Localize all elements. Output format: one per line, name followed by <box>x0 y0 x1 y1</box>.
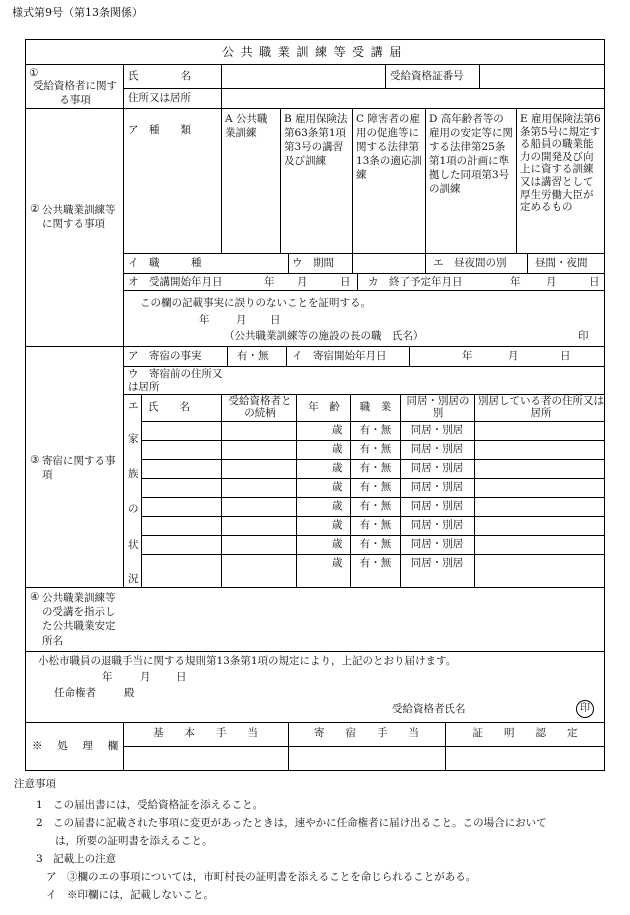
id-field[interactable] <box>480 65 604 87</box>
type-c[interactable] <box>356 113 422 183</box>
family-name-field[interactable] <box>142 555 220 572</box>
family-job-choice[interactable]: 有・無 <box>359 481 392 493</box>
type-c-text: 障害者の雇用の促進等に関する法律第13条の適応訓練 <box>356 113 422 181</box>
note-2: 2 この届書に記載された事項に変更があったときは，速やかに任命権者に届け出ること。この場合において <box>36 817 547 829</box>
family-job-choice[interactable]: 有・無 <box>359 443 392 455</box>
family-label-zoku: 族 <box>128 468 139 480</box>
rule <box>385 64 386 88</box>
rule <box>123 273 605 274</box>
rule <box>123 290 605 291</box>
declaration-text: 小松市職員の退職手当に関する規則第13条第1項の規定により，上記のとおり届けます。 <box>38 655 457 667</box>
office-name-field[interactable] <box>124 588 604 650</box>
type-c-code: C <box>356 113 365 125</box>
boarding-fact-choice[interactable]: 有・無 <box>237 350 269 362</box>
rule <box>474 394 475 587</box>
processing-label: ※ 処 理 欄 <box>32 740 121 752</box>
family-age-unit: 歳 <box>332 481 343 493</box>
boarding-start-year: 年 <box>462 350 473 362</box>
family-cohab-choice[interactable]: 同居・別居 <box>410 538 464 550</box>
decl-day: 日 <box>176 671 187 683</box>
prior-address-field[interactable] <box>228 367 604 393</box>
boarding-start-day: 日 <box>560 350 571 362</box>
family-name-field[interactable] <box>142 460 220 477</box>
family-job-choice[interactable]: 有・無 <box>359 462 392 474</box>
start-day: 日 <box>340 276 351 288</box>
rule <box>527 253 528 273</box>
family-cohab-choice[interactable]: 同居・別居 <box>410 519 464 531</box>
s3-heading: 寄宿に関する事項 <box>42 455 116 482</box>
family-job-choice[interactable]: 有・無 <box>359 557 392 569</box>
s1-number: ① <box>29 67 39 79</box>
end-date-label: カ 終了予定年月日 <box>368 276 463 288</box>
s1-heading: 受給資格者に関する事項 <box>33 80 117 107</box>
rule <box>221 394 222 587</box>
col-job: 職 業 <box>359 401 392 413</box>
boarding-start-month: 月 <box>508 350 519 362</box>
boarding-start-label: イ 寄宿開始年月日 <box>292 350 387 362</box>
note-3a: ア ③欄のエの事項については，市町村長の証明書を添えることを命じられることがある。 <box>46 871 477 883</box>
col-separate-address: 別居している者の住所又は居所 <box>478 395 604 420</box>
type-a[interactable] <box>225 113 277 141</box>
decl-month: 月 <box>140 671 151 683</box>
family-age-unit: 歳 <box>332 424 343 436</box>
period-field[interactable] <box>353 254 424 272</box>
family-cohab-choice[interactable]: 同居・別居 <box>410 443 464 455</box>
rule <box>357 273 358 290</box>
end-day: 日 <box>589 276 600 288</box>
family-label-jou: 状 <box>128 539 139 551</box>
family-cohab-choice[interactable]: 同居・別居 <box>410 462 464 474</box>
authority-label: 任命権者 <box>54 687 96 699</box>
type-label: ア 種 類 <box>128 124 191 136</box>
form-title: 公共職業訓練等受講届 <box>221 45 408 59</box>
rule <box>425 253 426 273</box>
family-name-field[interactable] <box>142 498 220 515</box>
start-year: 年 <box>264 276 275 288</box>
rule <box>296 394 297 587</box>
family-job-choice[interactable]: 有・無 <box>359 519 392 531</box>
type-a-code: A <box>225 113 233 125</box>
decl-year: 年 <box>102 671 113 683</box>
s4-number: ④ <box>30 591 40 603</box>
family-label-e: エ <box>128 400 139 412</box>
family-cohab-choice[interactable]: 同居・別居 <box>410 424 464 436</box>
notes-heading: 注意事項 <box>14 778 56 790</box>
daynight-choice[interactable]: 昼間・夜間 <box>535 257 588 269</box>
boarding-fact-label: ア 寄宿の事実 <box>128 350 202 362</box>
family-name-field[interactable] <box>142 422 220 439</box>
family-job-choice[interactable]: 有・無 <box>359 500 392 512</box>
family-age-unit: 歳 <box>332 443 343 455</box>
rule <box>123 64 124 587</box>
cert-year: 年 <box>199 314 210 326</box>
col-age: 年 齢 <box>308 401 340 413</box>
address-label: 住所又は居所 <box>128 92 191 104</box>
start-date-label: オ 受講開始年月日 <box>128 276 223 288</box>
id-label: 受給資格証番号 <box>390 70 464 82</box>
processing-col-basic: 基 本 手 当 <box>153 727 258 739</box>
rule <box>280 108 281 253</box>
type-d[interactable] <box>429 113 513 197</box>
family-age-unit: 歳 <box>332 500 343 512</box>
type-e-code: E <box>520 113 528 125</box>
s3-number: ③ <box>30 454 40 466</box>
rule <box>25 108 605 109</box>
family-job-choice[interactable]: 有・無 <box>359 538 392 550</box>
prior-address-label: ウ 寄宿前の住所又は居所 <box>128 368 223 393</box>
family-label-kyou: 況 <box>128 573 139 585</box>
family-job-choice[interactable]: 有・無 <box>359 424 392 436</box>
start-month: 月 <box>297 276 308 288</box>
family-age-unit: 歳 <box>332 462 343 474</box>
type-e[interactable] <box>520 113 603 214</box>
s4-heading: 公共職業訓練等の受講を指示した公共職業安定所名 <box>42 592 116 647</box>
rule <box>288 253 289 273</box>
family-name-field[interactable] <box>142 536 220 553</box>
col-cohab: 同居・別居の別 <box>406 395 470 420</box>
cert-day: 日 <box>270 314 281 326</box>
family-label-ka: 家 <box>128 433 139 445</box>
cert-seal: 印 <box>578 330 589 342</box>
rule <box>352 108 353 253</box>
daynight-label: エ 昼夜間の別 <box>433 257 507 269</box>
end-year: 年 <box>510 276 521 288</box>
period-label: ウ 期間 <box>292 257 334 269</box>
rule <box>221 108 222 253</box>
rule <box>123 746 605 747</box>
col-name: 氏 名 <box>148 401 190 413</box>
rule <box>227 346 228 366</box>
rule <box>25 346 605 347</box>
family-label-no: の <box>128 503 139 515</box>
type-b[interactable] <box>284 113 350 169</box>
type-d-code: D <box>429 113 438 125</box>
family-cohab-choice[interactable]: 同居・別居 <box>410 557 464 569</box>
cert-text: この欄の記載事実に誤りのないことを証明する。 <box>140 297 371 309</box>
col-relation: 受給資格者との続柄 <box>228 395 292 420</box>
note-2-cont: は，所要の証明書を添えること。 <box>55 835 213 847</box>
type-b-text: 雇用保険法第63条第1項第3号の講習及び訓練 <box>284 113 348 167</box>
form-number: 様式第9号（第13条関係） <box>12 6 143 19</box>
job-type-label: イ 職 種 <box>128 257 202 269</box>
address-field[interactable] <box>222 89 604 107</box>
name-field[interactable] <box>222 65 384 87</box>
family-age-unit: 歳 <box>332 538 343 550</box>
rule <box>286 346 287 366</box>
end-month: 月 <box>546 276 557 288</box>
cert-signer: （公共職業訓練等の施設の長の職 氏名） <box>224 330 424 342</box>
processing-col-boarding: 寄 宿 手 当 <box>314 727 419 739</box>
processing-col-cert: 証 明 認 定 <box>472 727 578 739</box>
type-d-text: 高年齢者等の雇用の安定等に関する法律第25条第1項の計画に準拠した同項第3号の訓練 <box>429 113 513 195</box>
cert-month: 月 <box>236 314 247 326</box>
family-name-field[interactable] <box>142 479 220 496</box>
rule <box>425 108 426 253</box>
family-age-unit: 歳 <box>332 519 343 531</box>
family-cohab-choice[interactable]: 同居・別居 <box>410 481 464 493</box>
rule <box>409 346 410 366</box>
applicant-seal: 印 <box>576 700 594 718</box>
type-b-code: B <box>284 113 292 125</box>
type-a-text: 公共職業訓練 <box>225 113 268 139</box>
rule <box>25 651 605 652</box>
family-name-field[interactable] <box>142 441 220 458</box>
rule <box>25 722 605 723</box>
note-3b: イ ※印欄には，記載しないこと。 <box>46 889 214 901</box>
note-1: 1 この届出書には，受給資格証を添えること。 <box>36 799 264 811</box>
note-3: 3 記載上の注意 <box>36 853 117 865</box>
s2-number: ② <box>30 203 40 215</box>
job-type-field[interactable] <box>222 254 287 272</box>
s2-heading: 公共職業訓練等に関する事項 <box>42 204 116 231</box>
name-label: 氏 名 <box>128 70 191 82</box>
type-e-text: 雇用保険法第6条第5号に規定する船員の職業能力の開発及び向上に資する訓練又は講習として厚生労働大臣が定めるもの <box>520 113 601 214</box>
family-name-field[interactable] <box>142 517 220 534</box>
applicant-name-label: 受給資格者氏名 <box>392 703 466 715</box>
family-age-unit: 歳 <box>332 557 343 569</box>
authority-dono: 殿 <box>124 687 135 699</box>
rule <box>516 108 517 253</box>
family-cohab-choice[interactable]: 同居・別居 <box>410 500 464 512</box>
